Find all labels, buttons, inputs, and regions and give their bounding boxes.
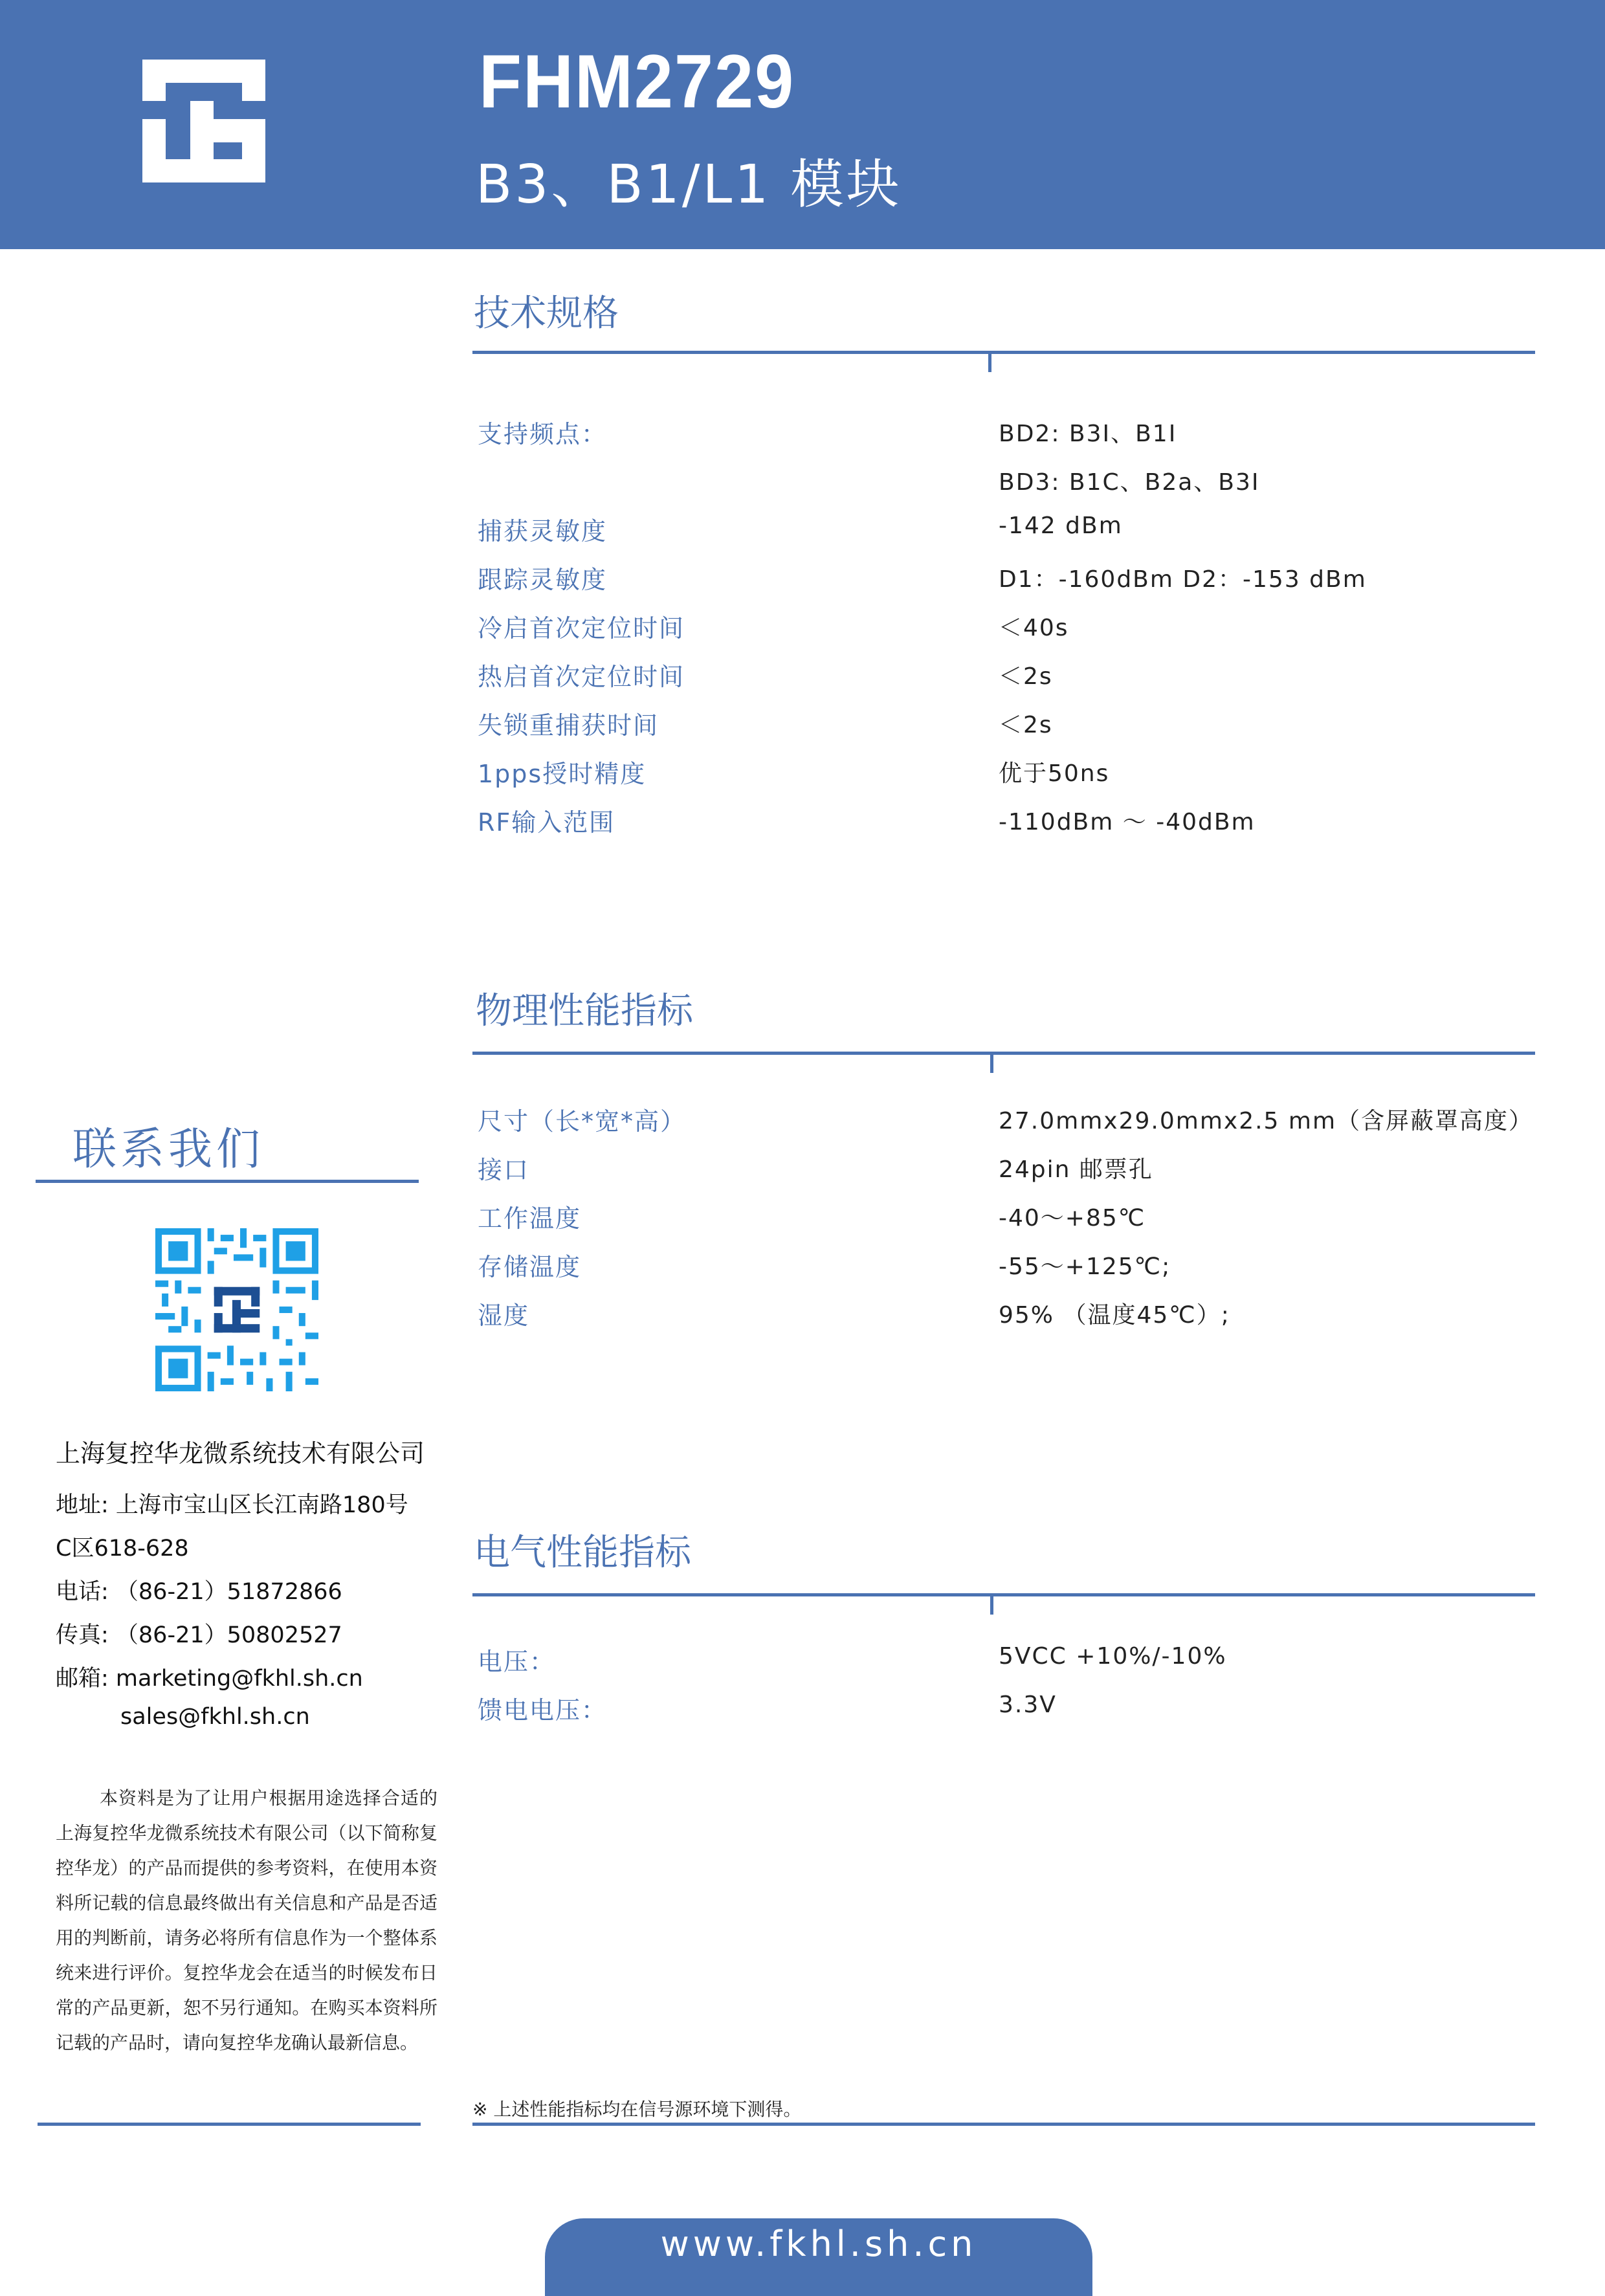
contact-title: 联系我们: [72, 1124, 265, 1175]
physical-value: 95% （温度45℃）;: [999, 1302, 1230, 1329]
spec-value: ＜2s: [999, 712, 1053, 738]
electrical-divider-tick: [990, 1595, 993, 1615]
spec-value: D1：-160dBm D2：-153 dBm: [999, 566, 1367, 593]
spec-value: BD2: B3I、B1I: [999, 421, 1177, 447]
electrical-label: 馈电电压：: [478, 1696, 608, 1725]
electrical-divider: [472, 1593, 1535, 1596]
electrical-label: 电压：: [478, 1648, 556, 1676]
footnote: ※ 上述性能指标均在信号源环境下测得。: [472, 2099, 802, 2120]
electrical-value: 5VCC +10%/-10%: [999, 1643, 1227, 1670]
product-subtitle: B3、B1/L1 模块: [476, 154, 902, 215]
physical-value: 27.0mmx29.0mmx2.5 mm（含屏蔽罩高度）: [999, 1108, 1534, 1134]
spec-label: 失锁重捕获时间: [478, 711, 659, 740]
bottom-divider-left: [38, 2123, 421, 2126]
address-line-1: 地址: 上海市宝山区长江南路180号: [56, 1492, 408, 1518]
product-code: FHM2729: [479, 39, 795, 124]
spec-value: 优于50ns: [999, 760, 1110, 787]
phone: 电话: （86-21）51872866: [56, 1579, 342, 1605]
spec-label: 热启首次定位时间: [478, 663, 685, 691]
physical-divider-tick: [990, 1054, 993, 1073]
spec-label: 支持频点：: [478, 420, 608, 448]
physical-value: 24pin 邮票孔: [999, 1156, 1153, 1183]
electrical-value: 3.3V: [999, 1692, 1057, 1718]
physical-value: -40～+85℃: [999, 1205, 1146, 1231]
specs-divider-tick: [988, 353, 991, 372]
physical-label: 尺寸（长*宽*高）: [478, 1107, 687, 1136]
spec-value: -142 dBm: [999, 513, 1123, 539]
email-sales[interactable]: sales@fkhl.sh.cn: [120, 1704, 310, 1730]
email-marketing[interactable]: 邮箱: marketing@fkhl.sh.cn: [56, 1666, 363, 1692]
bottom-divider-right: [472, 2123, 1535, 2126]
fkhl-logo-icon: [142, 60, 265, 182]
spec-value: -110dBm ～ -40dBm: [999, 809, 1256, 835]
address-line-2: C区618-628: [56, 1536, 189, 1562]
physical-title: 物理性能指标: [476, 990, 693, 1032]
physical-divider: [472, 1052, 1535, 1055]
spec-value: ＜40s: [999, 615, 1069, 641]
qr-code-icon[interactable]: [155, 1228, 318, 1391]
spec-value: ＜2s: [999, 663, 1053, 690]
specs-title: 技术规格: [474, 293, 619, 335]
spec-label: 捕获灵敏度: [478, 517, 608, 546]
company-name: 上海复控华龙微系统技术有限公司: [56, 1439, 425, 1468]
spec-value: BD3: B1C、B2a、B3I: [999, 469, 1260, 496]
disclaimer: 本资料是为了让用户根据用途选择合适的上海复控华龙微系统技术有限公司（以下简称复控华龙）的产品而提供的参考资料，在使用本资料所记载的信息最终做出有关信息和产品是否适用的判断前，请务必将所有信息作为一个整体系统来进行评价。复控华龙会在适当的时候发布日常的产品更新，恕不另行通知。在购买本资料所记载的产品时，请向复控华龙确认最新信息。: [56, 1787, 437, 2053]
spec-label: 冷启首次定位时间: [478, 614, 685, 643]
fax: 传真: （86-21）50802527: [56, 1622, 342, 1648]
specs-divider: [472, 351, 1535, 354]
physical-label: 存储温度: [478, 1253, 582, 1281]
header-banner: [0, 0, 1605, 249]
electrical-title: 电气性能指标: [474, 1532, 691, 1574]
website-link[interactable]: www.fkhl.sh.cn: [660, 2224, 977, 2264]
physical-value: -55～+125℃;: [999, 1253, 1171, 1280]
physical-label: 湿度: [478, 1301, 530, 1330]
spec-label: RF输入范围: [478, 808, 615, 837]
spec-label: 1pps授时精度: [478, 760, 647, 788]
contact-divider: [36, 1180, 419, 1183]
physical-label: 工作温度: [478, 1204, 582, 1233]
physical-label: 接口: [478, 1156, 530, 1184]
spec-label: 跟踪灵敏度: [478, 566, 608, 594]
